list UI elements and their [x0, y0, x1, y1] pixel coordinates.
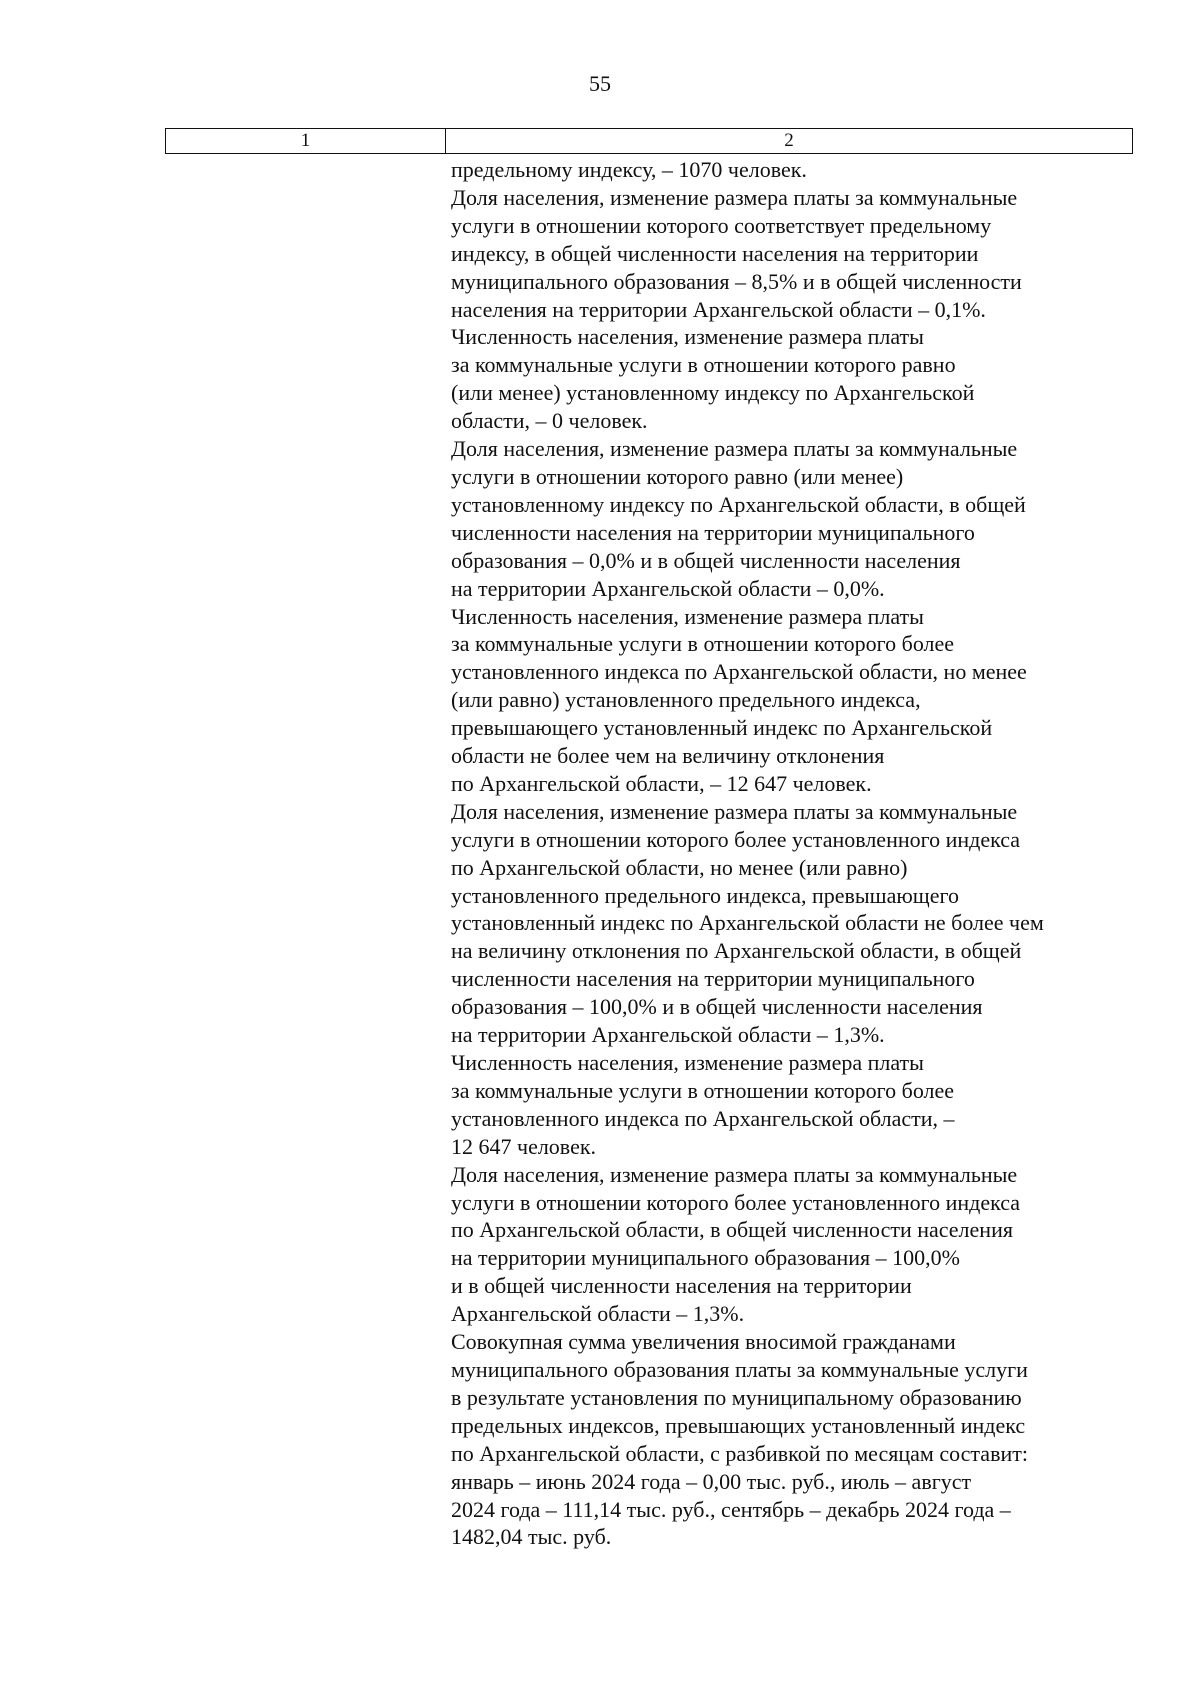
text-line: январь – июнь 2024 года – 0,00 тыс. руб., июль – август [451, 1468, 972, 1494]
text-line: на величину отклонения по Архангельской области, в общей [451, 938, 1022, 964]
text-line: Доля населения, изменение размера платы за коммунальные [451, 184, 1018, 210]
text-line: муниципального образования – 8,5% и в общей численности [451, 268, 1022, 294]
text-line: Доля населения, изменение размера платы за коммунальные [451, 798, 1018, 824]
text-line: установленного предельного индекса, превышающего [451, 882, 959, 908]
text-line: 12 647 человек. [451, 1133, 597, 1159]
text-line: Численность населения, изменение размера платы [451, 603, 924, 629]
table-header-col-2: 2 [784, 130, 794, 151]
table-header-col-1: 1 [166, 129, 446, 153]
text-line: 2024 года – 111,14 тыс. руб., сентябрь – декабрь 2024 года – [451, 1496, 1011, 1522]
text-line: Доля населения, изменение размера платы за коммунальные [451, 436, 1018, 462]
text-line: (или менее) установленному индексу по Архангельской [451, 380, 975, 406]
text-line: по Архангельской области, но менее (или равно) [451, 854, 908, 880]
page-number: 55 [589, 71, 611, 96]
text-line: Численность населения, изменение размера платы [451, 324, 924, 350]
text-line: области не более чем на величину отклонения [451, 743, 885, 769]
text-line: Численность населения, изменение размера платы [451, 1050, 924, 1075]
text-line: предельному индексу, – 1070 человек. [451, 157, 807, 182]
text-line: услуги в отношении которого равно (или менее) [451, 463, 904, 489]
text-line: (или равно) установленного предельного индекса, [451, 687, 921, 713]
text-line: установленного индекса по Архангельской области, – [451, 1105, 955, 1131]
text-line: за коммунальные услуги в отношении которого более [451, 631, 955, 657]
text-line: за коммунальные услуги в отношении которого равно [451, 352, 956, 378]
text-line: услуги в отношении которого более установленного индекса [451, 1189, 1021, 1215]
text-line: 1482,04 тыс. руб. [451, 1524, 612, 1550]
text-line: образования – 100,0% и в общей численности населения [451, 994, 983, 1020]
text-line: индексу, в общей численности населения на территории [451, 240, 979, 266]
text-line: Совокупная сумма увеличения вносимой гражданами [451, 1329, 956, 1355]
text-line: установленный индекс по Архангельской области не более чем [451, 910, 1044, 936]
text-line: по Архангельской области, – 12 647 человек. [451, 770, 872, 796]
text-line: предельных индексов, превышающих установленный индекс [451, 1412, 1026, 1438]
text-line: Доля населения, изменение размера платы за коммунальные [451, 1161, 1018, 1187]
text-line: установленного индекса по Архангельской области, но менее [451, 659, 1027, 685]
text-line: на территории Архангельской области – 1,3%. [451, 1022, 885, 1048]
text-line: численности населения на территории муниципального [451, 966, 975, 992]
text-line: муниципального образования платы за коммунальные услуги [451, 1356, 1028, 1382]
text-line: Архангельской области – 1,3%. [451, 1301, 745, 1327]
text-line: населения на территории Архангельской области – 0,1%. [451, 296, 986, 322]
text-line: установленному индексу по Архангельской области, в общей [451, 491, 1026, 517]
text-line: в результате установления по муниципальному образованию [451, 1384, 1022, 1410]
text-line: области, – 0 человек. [451, 408, 648, 434]
text-line: численности населения на территории муниципального [451, 519, 975, 545]
table-header-row [165, 128, 1133, 154]
text-line: услуги в отношении которого более установленного индекса [451, 826, 1021, 852]
text-line: на территории Архангельской области – 0,0%. [451, 575, 885, 601]
text-line: по Архангельской области, в общей численности населения [451, 1217, 1013, 1243]
text-line: превышающего установленный индекс по Архангельской [451, 715, 993, 741]
text-line: по Архангельской области, с разбивкой по месяцам составит: [451, 1440, 1028, 1466]
table-cell-col-2-text [451, 156, 1141, 1551]
text-line: за коммунальные услуги в отношении которого более [451, 1077, 955, 1103]
text-line: услуги в отношении которого соответствует предельному [451, 212, 992, 238]
text-line: образования – 0,0% и в общей численности населения [451, 547, 961, 573]
text-line: и в общей численности населения на территории [451, 1273, 912, 1299]
text-line: на территории муниципального образования – 100,0% [451, 1245, 960, 1271]
